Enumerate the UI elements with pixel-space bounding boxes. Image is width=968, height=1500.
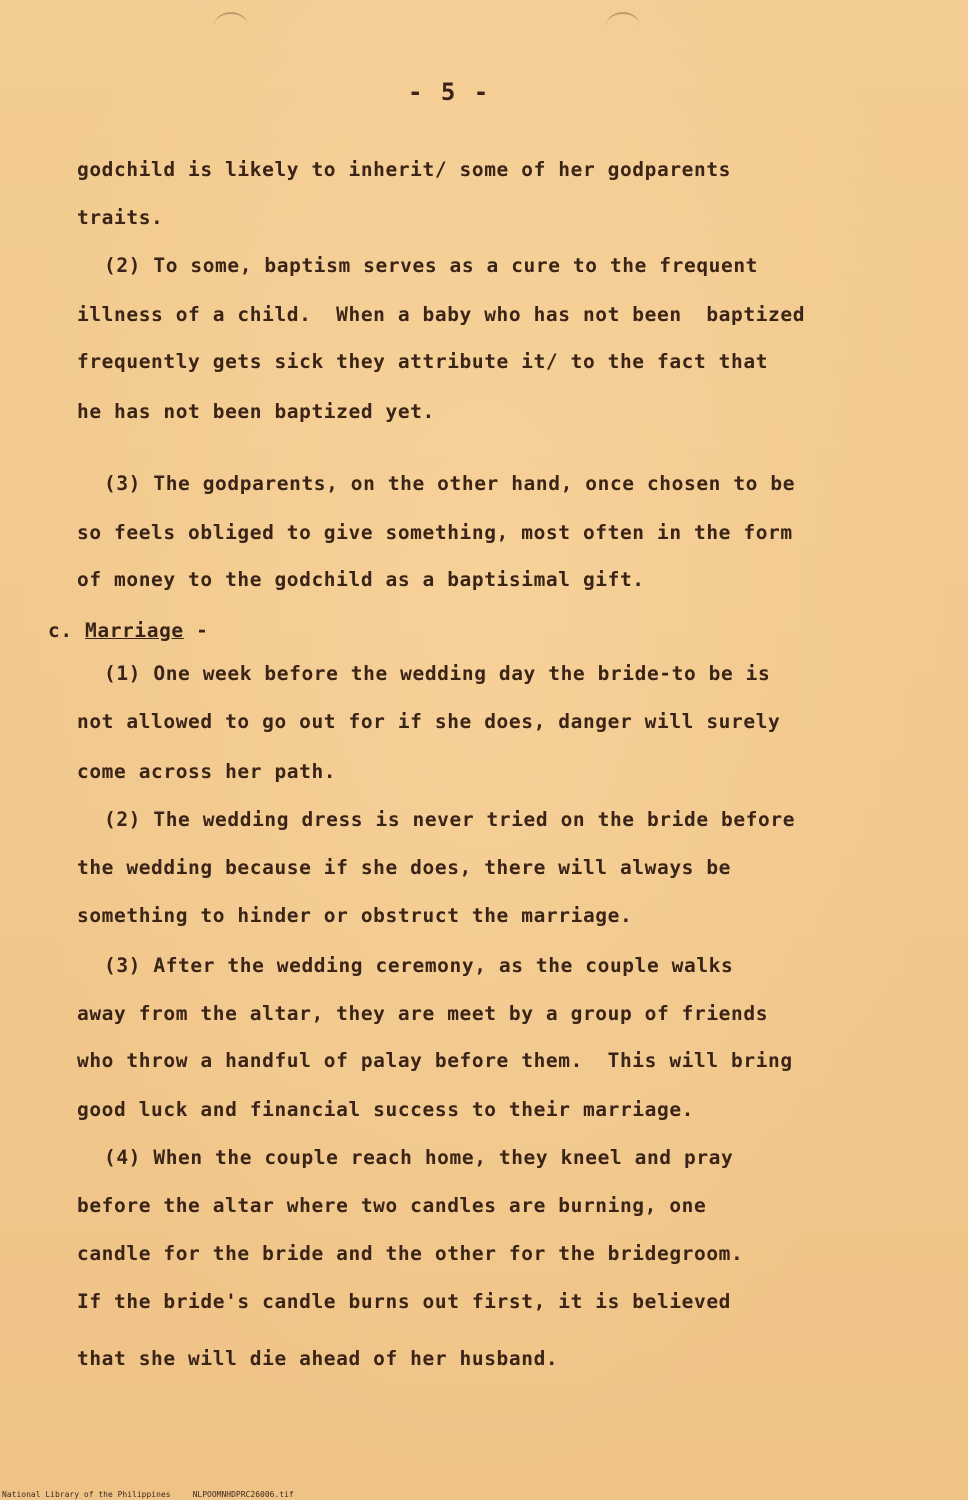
text-line: who throw a handful of palay before them. This will bring (77, 1049, 793, 1072)
text-line: godchild is likely to inherit/ some of her godparents (77, 158, 732, 181)
section-heading (48, 619, 208, 643)
text-line: something to hinder or obstruct the marriage. (77, 904, 633, 927)
footer-filename: NLPOOMNHDPRC26006.tif (192, 1490, 294, 1499)
punch-hole-mark (214, 12, 248, 40)
page-number: - 5 - (408, 78, 491, 106)
text-line: If the bride's candle burns out first, it is believed (77, 1290, 732, 1313)
section-suffix: - (196, 619, 209, 642)
text-line: (2) The wedding dress is never tried on the bride before (104, 808, 796, 831)
text-line: that she will die ahead of her husband. (77, 1347, 559, 1370)
text-line: before the altar where two candles are burning, one (77, 1194, 707, 1217)
text-line: the wedding because if she does, there will always be (77, 856, 732, 879)
text-line: traits. (77, 206, 164, 229)
text-line: (4) When the couple reach home, they kneel and pray (104, 1146, 734, 1169)
scan-footer (2, 1490, 294, 1499)
text-line: come across her path. (77, 760, 337, 783)
text-line: good luck and financial success to their marriage. (77, 1098, 694, 1121)
text-line: illness of a child. When a baby who has not been baptized (77, 303, 806, 326)
footer-library: National Library of the Philippines (2, 1490, 171, 1499)
text-line: (3) After the wedding ceremony, as the couple walks (104, 954, 734, 977)
text-line: he has not been baptized yet. (77, 400, 435, 423)
text-line: frequently gets sick they attribute it/ to the fact that (77, 350, 769, 373)
text-line: not allowed to go out for if she does, danger will surely (77, 710, 781, 733)
text-line: (1) One week before the wedding day the bride-to be is (104, 662, 771, 685)
text-line: candle for the bride and the other for the bridegroom. (77, 1242, 744, 1265)
section-prefix: c. (48, 619, 73, 642)
text-line: (3) The godparents, on the other hand, once chosen to be (104, 472, 796, 495)
text-line: (2) To some, baptism serves as a cure to the frequent (104, 254, 759, 277)
text-line: so feels obliged to give something, most often in the form (77, 521, 793, 544)
section-title: Marriage (85, 619, 184, 642)
text-line: of money to the godchild as a baptisimal gift. (77, 568, 645, 591)
punch-hole-mark (606, 12, 640, 40)
text-line: away from the altar, they are meet by a group of friends (77, 1002, 769, 1025)
